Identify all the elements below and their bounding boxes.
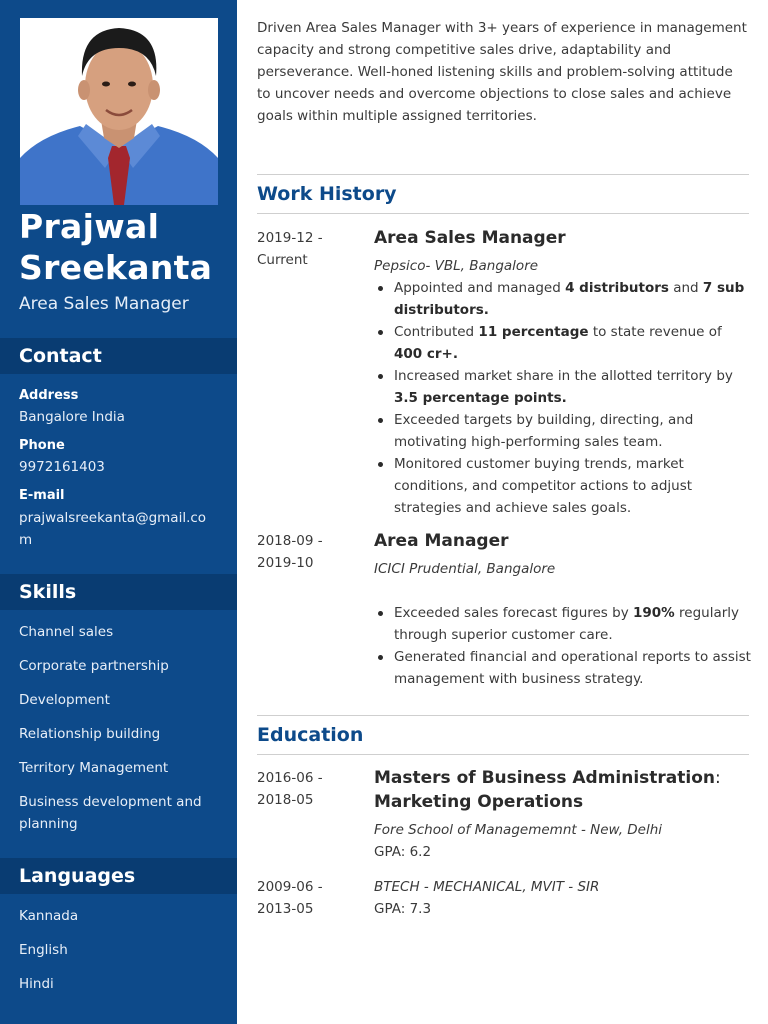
phone-value: 9972161403 — [19, 459, 105, 475]
education-date-end: 2018-05 — [257, 792, 314, 808]
language-item: Kannada — [19, 908, 79, 924]
work-history-heading-bar — [257, 174, 749, 214]
skill-item: Relationship building — [19, 726, 161, 742]
phone-label: Phone — [19, 438, 65, 453]
job-company: Pepsico- VBL, Bangalore — [374, 258, 539, 274]
skill-item: Business development and planning — [19, 794, 202, 832]
skills-heading-bar — [0, 574, 237, 610]
job-entry — [374, 529, 752, 690]
education-date-start: 2009-06 - — [257, 879, 323, 895]
job-date — [257, 227, 357, 271]
education-gpa: GPA: 6.2 — [374, 844, 432, 860]
job-date-end: Current — [257, 252, 308, 268]
education-date-end: 2013-05 — [257, 901, 314, 917]
skill-item: Channel sales — [19, 624, 114, 640]
education-entry — [374, 766, 752, 863]
skill-item: Development — [19, 692, 110, 708]
education-date-start: 2016-06 - — [257, 770, 323, 786]
language-item: Hindi — [19, 976, 54, 992]
job-bullet: Monitored customer buying trends, market conditions, and competitor actions to adjust strategies and achieve sales goals. — [374, 453, 752, 519]
job-date-end: 2019-10 — [257, 555, 314, 571]
education-entry — [374, 876, 752, 920]
languages-heading-bar — [0, 858, 237, 894]
profile-name — [19, 206, 229, 288]
sidebar — [0, 0, 237, 1024]
job-bullet: Exceeded sales forecast figures by 190% regularly through superior customer care. — [374, 602, 752, 646]
avatar — [20, 18, 218, 205]
work-history-heading: Work History — [257, 183, 397, 205]
job-bullet: Generated financial and operational reports to assist management with business strategy. — [374, 646, 752, 690]
profile-photo — [20, 18, 218, 205]
job-bullet: Exceeded targets by building, directing, and motivating high-performing sales team. — [374, 409, 752, 453]
job-date-start: 2018-09 - — [257, 533, 323, 549]
education-school: BTECH - MECHANICAL, MVIT - SIR — [374, 879, 600, 895]
profile-title: Area Sales Manager — [19, 294, 189, 314]
skill-item: Territory Management — [19, 760, 169, 776]
address-label: Address — [19, 388, 79, 403]
job-bullet: Contributed 11 percentage to state revenue of 400 cr+. — [374, 321, 752, 365]
education-heading: Education — [257, 724, 364, 746]
first-name: Prajwal — [19, 207, 160, 246]
skill-item: Corporate partnership — [19, 658, 169, 674]
job-entry — [374, 226, 752, 519]
education-degree: Masters of Business Administration: Marketing Operations — [374, 768, 721, 812]
languages-list — [19, 905, 224, 995]
languages-heading: Languages — [19, 865, 136, 887]
education-heading-bar — [257, 715, 749, 755]
contact-heading: Contact — [19, 345, 102, 367]
email-value[interactable]: prajwalsreekanta@gmail.com — [19, 510, 207, 548]
job-title: Area Manager — [374, 531, 509, 551]
education-school: Fore School of Managememnt - New, Delhi — [374, 822, 663, 838]
job-title: Area Sales Manager — [374, 228, 566, 248]
skills-list — [19, 621, 224, 835]
education-gpa: GPA: 7.3 — [374, 901, 432, 917]
job-bullets — [374, 277, 752, 519]
job-bullet: Increased market share in the allotted territory by 3.5 percentage points. — [374, 365, 752, 409]
job-bullet: Appointed and managed 4 distributors and 7 sub distributors. — [374, 277, 752, 321]
education-date — [257, 767, 357, 811]
language-item: English — [19, 942, 68, 958]
address-value: Bangalore India — [19, 409, 125, 425]
job-bullets — [374, 602, 752, 690]
last-name: Sreekanta — [19, 248, 213, 287]
job-company: ICICI Prudential, Bangalore — [374, 561, 556, 577]
job-date — [257, 530, 357, 574]
professional-summary: Driven Area Sales Manager with 3+ years of experience in management capacity and strong competitive sales drive, adaptability and perseverance. Well-honed listening skills and problem-solving attitude to uncover needs and overcome objections to close sales and achieve goals within multiple assigned territories. — [257, 20, 747, 124]
email-label: E-mail — [19, 488, 65, 503]
contact-heading-bar — [0, 338, 237, 374]
education-date — [257, 876, 357, 920]
skills-heading: Skills — [19, 581, 77, 603]
job-date-start: 2019-12 - — [257, 230, 323, 246]
